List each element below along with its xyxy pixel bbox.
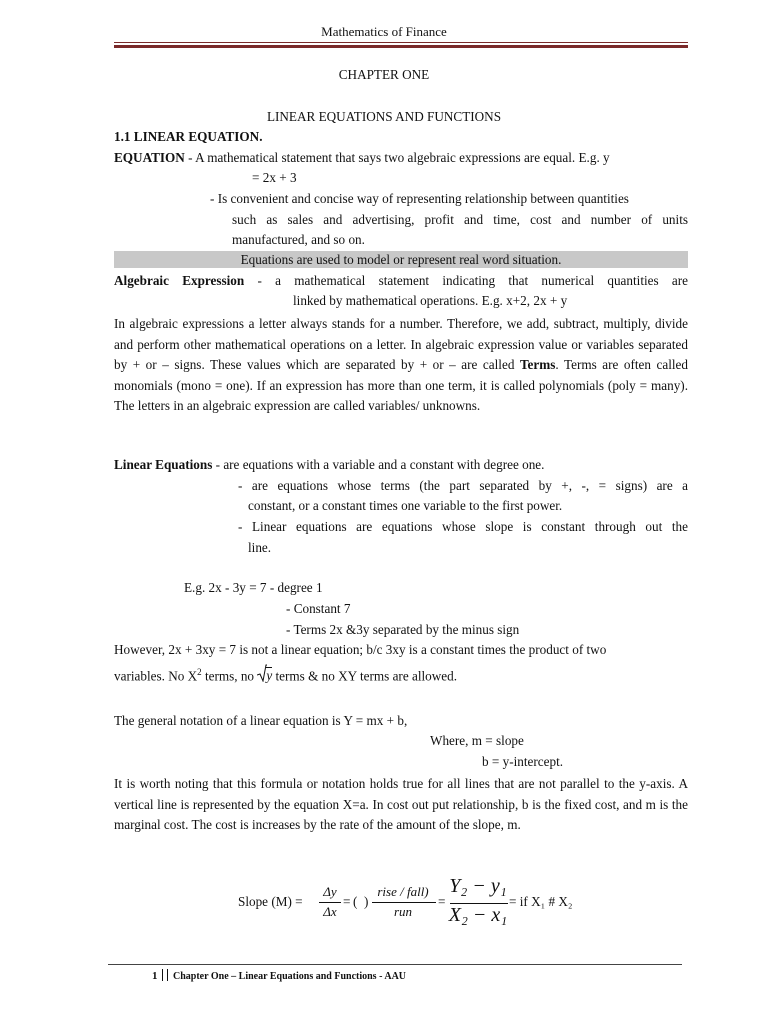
algebraic-line2: linked by mathematical operations. E.g. x+2, 2x + y bbox=[293, 293, 568, 308]
run: run bbox=[393, 904, 413, 919]
header-rule-thick bbox=[114, 45, 688, 48]
paragraph-terms-part2: . Terms are often called monomials (mono = one). If an expression has more than one term, it is called polynomials (poly = many). The letters in an algebraic expression are called variables/ unknowns. bbox=[114, 357, 688, 414]
footer-text: Chapter One – Linear Equations and Functions - AAU bbox=[173, 971, 407, 982]
slope-condition: = if X₁ # X₂ bbox=[509, 894, 573, 909]
paragraph-terms bbox=[114, 314, 688, 417]
highlight-text: Equations are used to model or represent real word situation. bbox=[240, 252, 562, 267]
section-heading: 1.1 LINEAR EQUATION. bbox=[114, 129, 263, 144]
footer-separator bbox=[162, 969, 163, 981]
chapter-title: LINEAR EQUATIONS AND FUNCTIONS bbox=[266, 109, 502, 124]
equation-definition bbox=[114, 150, 610, 166]
page-number: 1 bbox=[152, 970, 158, 982]
example-line2: - Constant 7 bbox=[286, 601, 351, 616]
equation-def-line2: = 2x + 3 bbox=[252, 170, 297, 185]
however-line2 bbox=[114, 667, 457, 684]
algebraic-line1: - a mathematical statement indicating that numerical quantities are bbox=[244, 273, 689, 288]
general-line3: b = y-intercept. bbox=[482, 754, 564, 769]
slope-numerator: Y₂ − y₁ bbox=[449, 875, 507, 897]
paren-close: ) bbox=[364, 894, 369, 909]
slope-label: Slope (M) = bbox=[238, 894, 303, 909]
linear-definition bbox=[114, 457, 544, 473]
however-line2-part3: terms & no XY terms are allowed. bbox=[272, 668, 458, 684]
linear-line1: - are equations with a variable and a constant with degree one. bbox=[212, 457, 545, 472]
equation-term: EQUATION bbox=[114, 150, 185, 165]
frac-line-1 bbox=[319, 902, 341, 903]
general-line2: Where, m = slope bbox=[430, 733, 524, 748]
delta-x: Δx bbox=[323, 904, 337, 919]
rise-fall: rise / fall) bbox=[377, 884, 429, 899]
paragraph-terms-part1: In algebraic expressions a letter always stands for a number. Therefore, we add, subtract, multiply, divide and perform other mathematical operations on a letter. In algebraic expression value or variables separated by + or – signs. These values which are separated by + or – are called bbox=[114, 316, 688, 373]
paren-open: ( bbox=[353, 894, 358, 909]
equation-def-line5: manufactured, and so on. bbox=[232, 232, 365, 247]
footer-rule bbox=[108, 964, 682, 965]
general-line1: The general notation of a linear equation is Y = mx + b, bbox=[114, 713, 408, 728]
sqrt-y-var: y bbox=[266, 668, 273, 684]
frac-line-2 bbox=[372, 902, 436, 903]
linear-term: Linear Equations bbox=[114, 457, 213, 472]
equation-def-line3: - Is convenient and concise way of representing relationship between quantities bbox=[210, 191, 629, 206]
example-line3: - Terms 2x &3y separated by the minus sign bbox=[286, 622, 520, 637]
slope-denominator: X₂ − x₁ bbox=[448, 904, 508, 926]
algebraic-term: Algebraic Expression bbox=[114, 273, 245, 288]
equals-1: = bbox=[343, 894, 351, 909]
linear-bullet2b: line. bbox=[248, 540, 272, 555]
linear-bullet1b: constant, or a constant times one variable to the first power. bbox=[248, 498, 563, 513]
page-footer bbox=[152, 969, 406, 982]
delta-y: Δy bbox=[323, 884, 337, 899]
sqrt-y bbox=[257, 668, 272, 684]
example-line1: E.g. 2x - 3y = 7 - degree 1 bbox=[184, 580, 323, 595]
paragraph-cost: It is worth noting that this formula or notation holds true for all lines that are not parallel to the y-axis. A vertical line is represented by the equation X=a. In cost out put relationship, b is the fixed cost, and m is the marginal cost. The cost is increases by the rate of the amount of the slope, m. bbox=[114, 776, 688, 833]
superscript-2: 2 bbox=[197, 667, 202, 677]
equation-def-line1: - A mathematical statement that says two algebraic expressions are equal. E.g. y bbox=[184, 150, 610, 165]
footer-separator-2 bbox=[167, 969, 168, 981]
linear-bullet2a: - Linear equations are equations whose slope is constant through out the bbox=[238, 519, 688, 534]
linear-bullet1a: - are equations whose terms (the part separated by +, -, = signs) are a bbox=[238, 478, 688, 493]
algebraic-definition bbox=[114, 273, 688, 289]
running-header: Mathematics of Finance bbox=[321, 24, 447, 39]
equation-def-line4: such as sales and advertising, profit and time, cost and number of units bbox=[232, 212, 688, 227]
terms-bold: Terms bbox=[519, 357, 556, 373]
however-line2-part2: terms, no bbox=[201, 668, 258, 684]
however-line1: However, 2x + 3xy = 7 is not a linear equation; b/c 3xy is a constant times the product of two bbox=[114, 642, 607, 657]
however-line2-part1: variables. No X bbox=[114, 668, 198, 684]
header-rule-thin bbox=[114, 42, 688, 43]
chapter-label: CHAPTER ONE bbox=[338, 67, 430, 82]
sqrt-icon bbox=[257, 664, 267, 682]
equals-2: = bbox=[438, 894, 446, 909]
